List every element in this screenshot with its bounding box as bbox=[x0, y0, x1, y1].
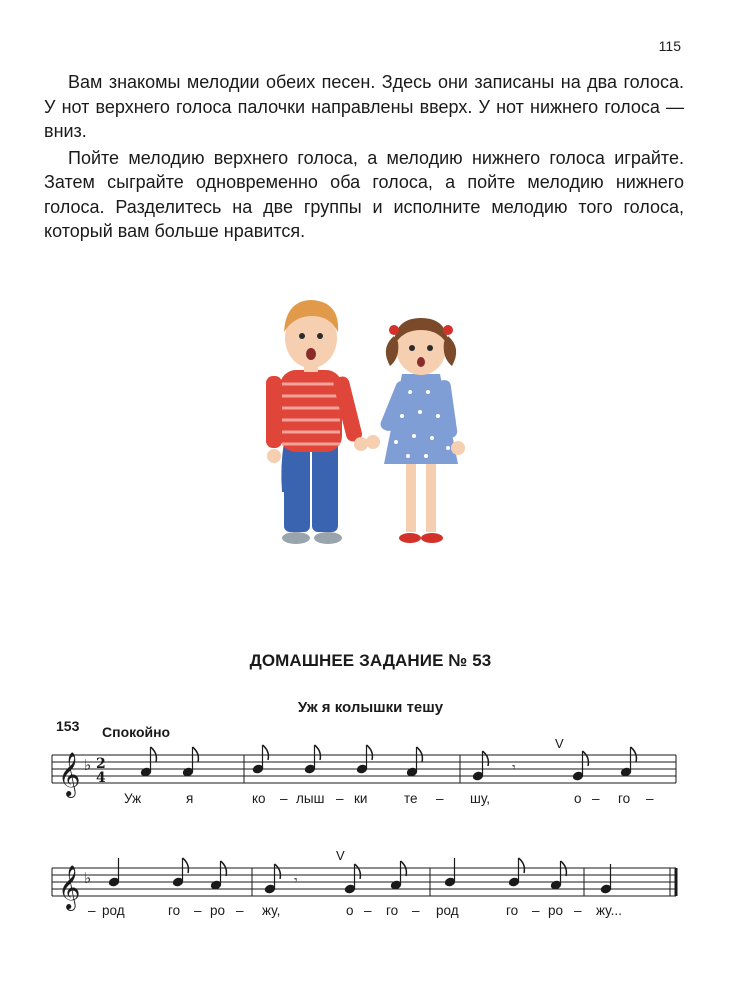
note bbox=[304, 745, 320, 774]
lyric-hyphen: – bbox=[532, 903, 540, 918]
note bbox=[390, 861, 406, 890]
lyric-hyphen: – bbox=[646, 791, 654, 806]
lyric-hyphen: – bbox=[88, 903, 96, 918]
lyric-hyphen: – bbox=[280, 791, 288, 806]
breath-mark-icon: V bbox=[336, 848, 345, 863]
homework-title: ДОМАШНЕЕ ЗАДАНИЕ № 53 bbox=[249, 651, 492, 670]
song-number: 153 bbox=[56, 718, 80, 734]
lyric-hyphen: – bbox=[592, 791, 600, 806]
lyric-syllable: ки bbox=[354, 791, 368, 806]
note bbox=[572, 751, 588, 781]
lyric-syllable: лыш bbox=[296, 791, 325, 806]
paragraph-1: Вам знакомы мелодии обеих песен. Здесь они записаны на два голоса. У нот верхнего голоса палочки направлены вверх. У нот нижнего голоса — вниз. bbox=[44, 72, 684, 141]
lyric-syllable: ро bbox=[548, 903, 564, 918]
note bbox=[356, 745, 372, 774]
lyric-syllable: шу, bbox=[470, 791, 490, 806]
lyric-syllable: ро bbox=[210, 903, 226, 918]
lyric-hyphen: – bbox=[436, 791, 444, 806]
lyric-hyphen: – bbox=[574, 903, 582, 918]
lyric-syllable: ко bbox=[252, 791, 266, 806]
time-signature-top: 2 bbox=[96, 756, 106, 772]
lyric-syllable: о bbox=[574, 791, 582, 806]
treble-clef-icon: 𝄞 bbox=[58, 865, 81, 909]
lyric-hyphen: – bbox=[194, 903, 202, 918]
time-signature-bottom: 4 bbox=[96, 770, 106, 786]
note bbox=[264, 864, 280, 894]
lyric-syllable: жу... bbox=[596, 903, 622, 918]
lyric-syllable: го bbox=[168, 903, 181, 918]
eighth-rest-icon: 𝄾 bbox=[294, 873, 298, 889]
staff-lines-2 bbox=[52, 868, 676, 896]
flat-sign-icon: ♭ bbox=[84, 869, 92, 887]
eighth-rest-icon: 𝄾 bbox=[512, 760, 516, 776]
treble-clef-icon: 𝄞 bbox=[58, 752, 81, 796]
breath-mark-icon: V bbox=[555, 736, 564, 751]
lyric-syllable: Уж bbox=[124, 791, 142, 806]
note bbox=[210, 861, 226, 890]
lyric-syllable: я bbox=[186, 791, 194, 806]
lyric-syllable: жу, bbox=[262, 903, 281, 918]
page-number: 115 bbox=[658, 38, 681, 54]
note bbox=[172, 858, 188, 887]
lyric-syllable: го bbox=[618, 791, 631, 806]
lyric-hyphen: – bbox=[236, 903, 244, 918]
note bbox=[508, 858, 524, 887]
note bbox=[444, 858, 455, 887]
lyric-syllable: род bbox=[102, 903, 125, 918]
note bbox=[252, 745, 268, 774]
note bbox=[600, 864, 611, 894]
lyric-syllable: род bbox=[436, 903, 459, 918]
note bbox=[108, 858, 119, 887]
note bbox=[344, 864, 360, 894]
lyric-hyphen: – bbox=[336, 791, 344, 806]
tempo-marking: Спокойно bbox=[102, 724, 171, 740]
lyric-syllable: те bbox=[404, 791, 418, 806]
paragraph-2: Пойте мелодию верхнего голоса, а мелодию нижнего голоса играйте. Затем сыграйте одновременно оба голоса, а пойте мелодию нижнего голоса. Разделитесь на две группы и исполните мелодию того голоса, который вам больше нравится. bbox=[44, 147, 684, 241]
song-title: Уж я колышки тешу bbox=[297, 699, 444, 716]
flat-sign-icon: ♭ bbox=[84, 756, 92, 774]
note bbox=[550, 861, 566, 890]
lyric-syllable: го bbox=[506, 903, 519, 918]
lyric-syllable: о bbox=[346, 903, 354, 918]
lyric-hyphen: – bbox=[412, 903, 420, 918]
lyric-hyphen: – bbox=[364, 903, 372, 918]
lyric-syllable: го bbox=[386, 903, 399, 918]
note bbox=[472, 751, 488, 781]
